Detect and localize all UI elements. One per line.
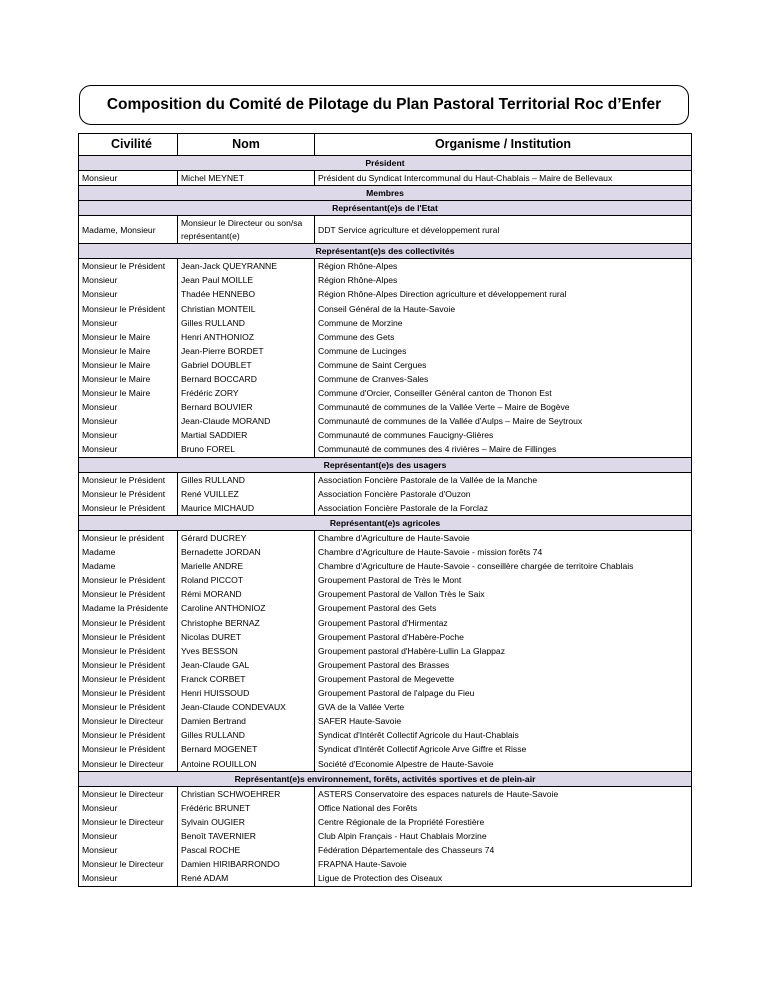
table-row (79, 757, 692, 772)
cell-civilite: Monsieur le Président (79, 588, 178, 602)
cell-nom: Thadée HENNEBO (178, 288, 315, 302)
cell-civilite: Monsieur (79, 429, 178, 443)
section-title: Membres (79, 186, 692, 201)
cell-civilite: Monsieur le Président (79, 501, 178, 516)
cell-nom: Pascal ROCHE (178, 843, 315, 857)
table-row (79, 574, 692, 588)
section-header (79, 457, 692, 472)
cell-civilite: Monsieur le Directeur (79, 714, 178, 728)
cell-organisme: ASTERS Conservatoire des espaces naturels de Haute-Savoie (315, 786, 692, 801)
table-row (79, 358, 692, 372)
cell-civilite: Monsieur le Président (79, 487, 178, 501)
cell-civilite: Monsieur le Directeur (79, 757, 178, 772)
cell-civilite: Monsieur (79, 872, 178, 887)
cell-organisme: Groupement Pastoral des Gets (315, 602, 692, 616)
table-row (79, 487, 692, 501)
table-row (79, 630, 692, 644)
table-row (79, 274, 692, 288)
cell-civilite: Monsieur le Président (79, 574, 178, 588)
table-row (79, 743, 692, 757)
section-title: Représentant(e)s environnement, forêts, activités sportives et de plein-air (79, 771, 692, 786)
cell-organisme: Chambre d'Agriculture de Haute-Savoie - mission forêts 74 (315, 545, 692, 559)
header-organisme: Organisme / Institution (315, 134, 692, 156)
table-row (79, 400, 692, 414)
cell-organisme: Commune de Morzine (315, 316, 692, 330)
cell-nom: Jean-Claude MORAND (178, 415, 315, 429)
cell-organisme: Communauté de communes Faucigny-Glières (315, 429, 692, 443)
section-title: Représentant(e)s agricoles (79, 516, 692, 531)
cell-nom: Martial SADDIER (178, 429, 315, 443)
cell-nom: Yves BESSON (178, 644, 315, 658)
cell-civilite: Monsieur le Directeur (79, 857, 178, 871)
cell-nom: Antoine ROUILLON (178, 757, 315, 772)
cell-organisme: Groupement Pastoral de Très le Mont (315, 574, 692, 588)
cell-civilite: Monsieur le Président (79, 630, 178, 644)
section-title: Président (79, 156, 692, 171)
cell-civilite: Monsieur (79, 829, 178, 843)
table-row (79, 658, 692, 672)
table-body (79, 156, 692, 887)
cell-nom: Rémi MORAND (178, 588, 315, 602)
cell-organisme: Syndicat d'Intérêt Collectif Agricole du Haut-Chablais (315, 729, 692, 743)
cell-organisme: Commune des Gets (315, 330, 692, 344)
cell-organisme: Groupement Pastoral des Brasses (315, 658, 692, 672)
table-row (79, 372, 692, 386)
table-row (79, 302, 692, 316)
cell-nom: Maurice MICHAUD (178, 501, 315, 516)
cell-civilite: Monsieur le Maire (79, 344, 178, 358)
table-row (79, 644, 692, 658)
cell-civilite: Monsieur (79, 415, 178, 429)
cell-civilite: Monsieur (79, 288, 178, 302)
cell-nom: Gérard DUCREY (178, 531, 315, 546)
cell-civilite: Monsieur (79, 843, 178, 857)
section-header (79, 516, 692, 531)
section-header (79, 771, 692, 786)
cell-nom: Henri HUISSOUD (178, 686, 315, 700)
cell-civilite: Monsieur (79, 443, 178, 458)
cell-organisme: Groupement Pastoral de Megevette (315, 672, 692, 686)
cell-organisme: Groupement Pastoral de l'alpage du Fieu (315, 686, 692, 700)
cell-organisme: Club Alpin Français - Haut Chablais Morzine (315, 829, 692, 843)
document-title-text: Composition du Comité de Pilotage du Plan Pastoral Territorial Roc d’Enfer (106, 96, 662, 113)
cell-civilite: Monsieur le Président (79, 686, 178, 700)
cell-nom: Bruno FOREL (178, 443, 315, 458)
cell-civilite: Monsieur le Président (79, 259, 178, 274)
table-row (79, 872, 692, 887)
cell-organisme: Chambre d'Agriculture de Haute-Savoie (315, 531, 692, 546)
cell-civilite: Madame, Monsieur (79, 216, 178, 244)
cell-organisme: Commune d'Orcier, Conseiller Général canton de Thonon Est (315, 386, 692, 400)
table-row (79, 729, 692, 743)
cell-organisme: GVA de la Vallée Verte (315, 700, 692, 714)
cell-nom: Monsieur le Directeur ou son/sa représentant(e) (178, 216, 315, 244)
cell-nom: Gilles RULLAND (178, 472, 315, 487)
cell-organisme: Communauté de communes des 4 rivières – Maire de Fillinges (315, 443, 692, 458)
cell-nom: Benoît TAVERNIER (178, 829, 315, 843)
cell-civilite: Monsieur le Directeur (79, 786, 178, 801)
cell-nom: Bernard BOUVIER (178, 400, 315, 414)
table-row (79, 602, 692, 616)
table-row (79, 443, 692, 458)
cell-organisme: Groupement pastoral d'Habère-Lullin La Glappaz (315, 644, 692, 658)
cell-nom: Caroline ANTHONIOZ (178, 602, 315, 616)
cell-organisme: Groupement Pastoral d'Habère-Poche (315, 630, 692, 644)
table-row (79, 415, 692, 429)
cell-nom: Sylvain OUGIER (178, 815, 315, 829)
cell-organisme: FRAPNA Haute-Savoie (315, 857, 692, 871)
cell-nom: Gilles RULLAND (178, 316, 315, 330)
cell-nom: René ADAM (178, 872, 315, 887)
table-row (79, 829, 692, 843)
cell-civilite: Monsieur le Maire (79, 358, 178, 372)
cell-civilite: Monsieur le Maire (79, 386, 178, 400)
cell-nom: Christophe BERNAZ (178, 616, 315, 630)
table-row (79, 330, 692, 344)
cell-organisme: Commune de Cranves-Sales (315, 372, 692, 386)
cell-civilite: Madame la Présidente (79, 602, 178, 616)
section-header (79, 186, 692, 201)
section-header (79, 156, 692, 171)
header-civilite: Civilité (79, 134, 178, 156)
cell-civilite: Monsieur le Président (79, 616, 178, 630)
cell-nom: Franck CORBET (178, 672, 315, 686)
table-row (79, 386, 692, 400)
cell-nom: Bernard BOCCARD (178, 372, 315, 386)
cell-nom: Gabriel DOUBLET (178, 358, 315, 372)
table-row (79, 316, 692, 330)
cell-civilite: Monsieur le Directeur (79, 815, 178, 829)
cell-civilite: Monsieur le président (79, 531, 178, 546)
cell-civilite: Monsieur le Président (79, 672, 178, 686)
cell-civilite: Madame (79, 545, 178, 559)
cell-organisme: Centre Régionale de la Propriété Forestière (315, 815, 692, 829)
table-row (79, 429, 692, 443)
cell-organisme: Syndicat d'Intérêt Collectif Agricole Arve Giffre et Risse (315, 743, 692, 757)
cell-civilite: Monsieur le Président (79, 729, 178, 743)
cell-civilite: Monsieur (79, 171, 178, 186)
cell-civilite: Monsieur (79, 316, 178, 330)
cell-organisme: Ligue de Protection des Oiseaux (315, 872, 692, 887)
cell-nom: Jean Paul MOILLE (178, 274, 315, 288)
section-title: Représentant(e)s de l'Etat (79, 201, 692, 216)
table-row (79, 588, 692, 602)
cell-civilite: Monsieur (79, 274, 178, 288)
cell-nom: Frédéric BRUNET (178, 801, 315, 815)
cell-organisme: Conseil Général de la Haute-Savoie (315, 302, 692, 316)
cell-civilite: Monsieur le Président (79, 302, 178, 316)
cell-nom: Jean-Jack QUEYRANNE (178, 259, 315, 274)
cell-nom: Jean-Claude CONDEVAUX (178, 700, 315, 714)
cell-organisme: Communauté de communes de la Vallée Verte – Maire de Bogève (315, 400, 692, 414)
cell-organisme: Groupement Pastoral de Vallon Très le Saix (315, 588, 692, 602)
cell-nom: Roland PICCOT (178, 574, 315, 588)
section-title: Représentant(e)s des collectivités (79, 244, 692, 259)
cell-civilite: Monsieur le Maire (79, 330, 178, 344)
cell-organisme: Office National des Forêts (315, 801, 692, 815)
cell-nom: Jean-Claude GAL (178, 658, 315, 672)
table-row (79, 672, 692, 686)
cell-organisme: Chambre d'Agriculture de Haute-Savoie - conseillère chargée de territoire Chablais (315, 559, 692, 573)
table-row (79, 344, 692, 358)
table-row (79, 531, 692, 546)
table-row (79, 472, 692, 487)
table-row (79, 801, 692, 815)
cell-nom: Bernard MOGENET (178, 743, 315, 757)
cell-civilite: Monsieur (79, 801, 178, 815)
table-row (79, 288, 692, 302)
cell-organisme: Région Rhône-Alpes (315, 259, 692, 274)
cell-civilite: Monsieur le Président (79, 644, 178, 658)
table-row (79, 686, 692, 700)
table-row (79, 786, 692, 801)
table-row (79, 171, 692, 186)
cell-organisme: Région Rhône-Alpes Direction agriculture et développement rural (315, 288, 692, 302)
table-row (79, 616, 692, 630)
cell-nom: Frédéric ZORY (178, 386, 315, 400)
cell-nom: Christian SCHWOEHRER (178, 786, 315, 801)
cell-organisme: Association Foncière Pastorale d'Ouzon (315, 487, 692, 501)
cell-organisme: Commune de Saint Cergues (315, 358, 692, 372)
cell-organisme: Groupement Pastoral d'Hirmentaz (315, 616, 692, 630)
table-row (79, 216, 692, 244)
cell-nom: Jean-Pierre BORDET (178, 344, 315, 358)
table-row (79, 815, 692, 829)
cell-organisme: Association Foncière Pastorale de la Vallée de la Manche (315, 472, 692, 487)
cell-civilite: Monsieur le Président (79, 658, 178, 672)
table-row (79, 714, 692, 728)
cell-organisme: Association Foncière Pastorale de la Forclaz (315, 501, 692, 516)
cell-nom: Damien Bertrand (178, 714, 315, 728)
cell-civilite: Monsieur le Président (79, 700, 178, 714)
table-row (79, 259, 692, 274)
cell-nom: René VUILLEZ (178, 487, 315, 501)
cell-nom: Bernadette JORDAN (178, 545, 315, 559)
table-row (79, 501, 692, 516)
table-header (79, 134, 692, 156)
table-row (79, 843, 692, 857)
section-title: Représentant(e)s des usagers (79, 457, 692, 472)
cell-civilite: Monsieur le Président (79, 472, 178, 487)
cell-civilite: Madame (79, 559, 178, 573)
section-header (79, 244, 692, 259)
cell-organisme: SAFER Haute-Savoie (315, 714, 692, 728)
table-row (79, 700, 692, 714)
cell-civilite: Monsieur le Maire (79, 372, 178, 386)
table-row (79, 559, 692, 573)
cell-nom: Damien HIRIBARRONDO (178, 857, 315, 871)
cell-nom: Michel MEYNET (178, 171, 315, 186)
cell-civilite: Monsieur le Président (79, 743, 178, 757)
cell-nom: Henri ANTHONIOZ (178, 330, 315, 344)
cell-nom: Marielle ANDRE (178, 559, 315, 573)
cell-organisme: DDT Service agriculture et développement rural (315, 216, 692, 244)
cell-organisme: Commune de Lucinges (315, 344, 692, 358)
cell-nom: Christian MONTEIL (178, 302, 315, 316)
table-row (79, 857, 692, 871)
cell-organisme: Président du Syndicat Intercommunal du Haut-Chablais – Maire de Bellevaux (315, 171, 692, 186)
committee-table (78, 133, 692, 887)
cell-nom: Nicolas DURET (178, 630, 315, 644)
cell-organisme: Fédération Départementale des Chasseurs 74 (315, 843, 692, 857)
document-title (79, 85, 689, 125)
cell-nom: Gilles RULLAND (178, 729, 315, 743)
cell-organisme: Société d'Economie Alpestre de Haute-Savoie (315, 757, 692, 772)
section-header (79, 201, 692, 216)
cell-organisme: Région Rhône-Alpes (315, 274, 692, 288)
header-nom: Nom (178, 134, 315, 156)
cell-civilite: Monsieur (79, 400, 178, 414)
table-row (79, 545, 692, 559)
cell-organisme: Communauté de communes de la Vallée d'Aulps – Maire de Seytroux (315, 415, 692, 429)
